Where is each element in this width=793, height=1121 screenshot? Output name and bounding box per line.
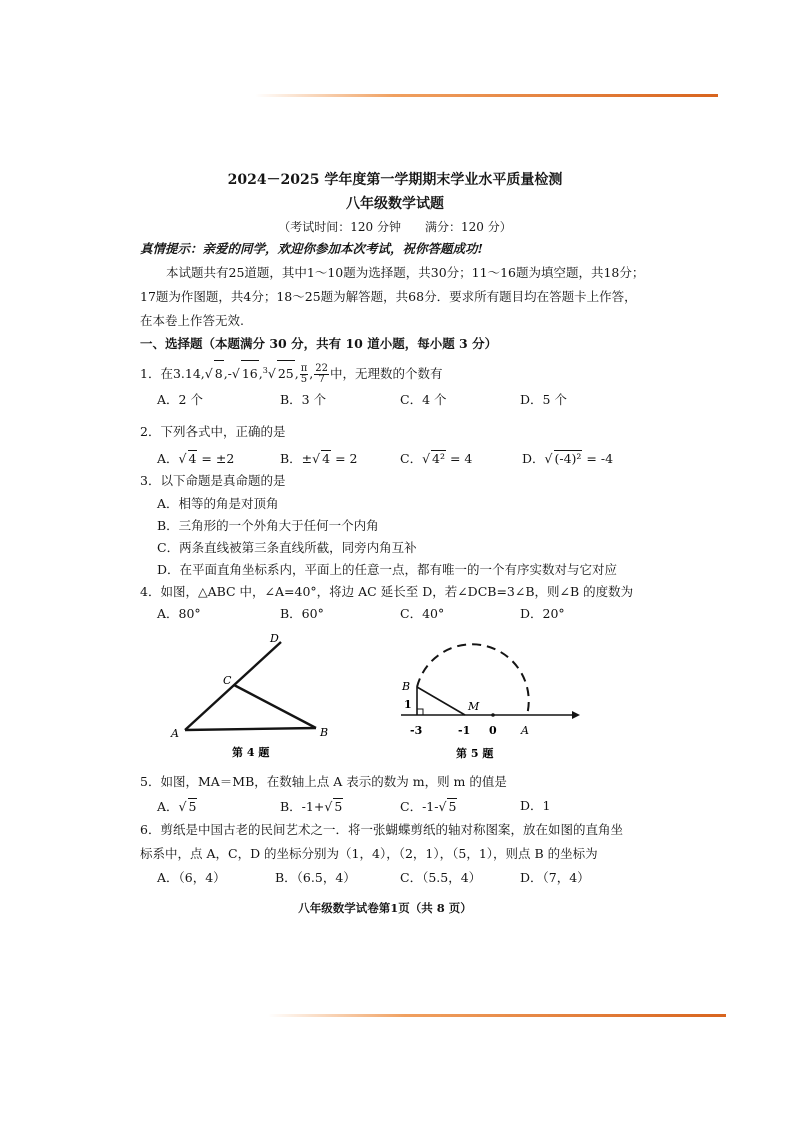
tick-label-neg3: -3 bbox=[410, 724, 423, 737]
option-letter: B．-1+ bbox=[280, 799, 325, 814]
option-letter: A． bbox=[157, 799, 179, 814]
option-letter: D． bbox=[522, 451, 545, 466]
top-decorative-stripe bbox=[255, 94, 718, 97]
question-3-stem: 3．以下命题是真命题的是 bbox=[140, 473, 286, 488]
q5-option-a bbox=[157, 798, 197, 815]
q3-option-a: A．相等的角是对顶角 bbox=[157, 496, 279, 511]
q1-fraction-22-7 bbox=[314, 364, 329, 385]
option-rest: = ±2 bbox=[197, 451, 235, 466]
right-angle-mark bbox=[417, 709, 423, 715]
q4-option-c: C．40° bbox=[400, 606, 445, 621]
q1-radicand-3: 25 bbox=[277, 360, 295, 387]
q1-root-index: 3 bbox=[262, 366, 268, 375]
option-letter: C．-1- bbox=[400, 799, 439, 814]
q3-option-c: C．两条直线被第三条直线所截，同旁内角互补 bbox=[157, 540, 417, 555]
label-c: C bbox=[223, 674, 232, 687]
q1-sep-1: ,- bbox=[223, 366, 232, 382]
figure-4-caption: 第 4 题 bbox=[232, 746, 270, 759]
height-label: 1 bbox=[404, 698, 412, 711]
q5-option-d: D．1 bbox=[520, 798, 551, 813]
radical-sign: √ bbox=[324, 799, 333, 814]
instructions-line-3: 在本卷上作答无效. bbox=[140, 313, 244, 328]
segment-ab bbox=[185, 728, 316, 730]
question-2-stem: 2．下列各式中，正确的是 bbox=[140, 424, 286, 439]
q1-sep-2: , bbox=[258, 366, 263, 382]
q1-sep-3: , bbox=[294, 366, 299, 382]
option-rest: = -4 bbox=[582, 451, 614, 466]
q1-radicand-2: 16 bbox=[241, 360, 259, 387]
q2-option-b bbox=[280, 450, 357, 467]
radicand: 4² bbox=[432, 451, 446, 466]
radical-sign: √ bbox=[204, 366, 213, 382]
tip-text: 真情提示：亲爱的同学，欢迎你参加本次考试，祝你答题成功! bbox=[140, 241, 483, 256]
radicand: (-4)² bbox=[554, 451, 582, 466]
radicand: 4 bbox=[188, 451, 197, 466]
q6-option-b: B．（6.5，4） bbox=[275, 870, 356, 885]
exam-title: 2024－2025 学年度第一学期期末学业水平质量检测 bbox=[227, 172, 563, 188]
label-b: B bbox=[320, 726, 329, 739]
question-4-stem: 4．如图，△ABC 中，∠A=40°，将边 AC 延长至 D，若∠DCB=3∠B，则∠B 的度数为 bbox=[140, 584, 634, 599]
option-letter: A． bbox=[157, 451, 179, 466]
segment-mb bbox=[417, 687, 465, 715]
section-heading-choice: 一、选择题（本题满分 30 分，共有 10 道小题，每小题 3 分） bbox=[140, 336, 498, 351]
option-letter: C． bbox=[400, 451, 423, 466]
q4-option-a: A．80° bbox=[157, 606, 201, 621]
q1-option-c: C．4 个 bbox=[400, 392, 447, 407]
q6-option-a: A．（6，4） bbox=[157, 870, 226, 885]
q1-radicand-1: 8 bbox=[214, 360, 224, 387]
label-b: B bbox=[402, 680, 411, 693]
question-6-line-1: 6．剪纸是中国古老的民间艺术之一．将一张蝴蝶剪纸的轴对称图案，放在如图的直角坐 bbox=[140, 822, 623, 837]
radical-sign: √ bbox=[178, 799, 187, 814]
tick-label-zero: 0 bbox=[489, 724, 497, 737]
fraction-denominator: 5 bbox=[300, 374, 308, 386]
question-5-stem: 5．如图，MA＝MB，在数轴上点 A 表示的数为 m，则 m 的值是 bbox=[140, 774, 507, 789]
q1-text-post: 中，无理数的个数有 bbox=[330, 366, 443, 382]
label-a: A bbox=[521, 724, 529, 737]
question-6-line-2: 标系中，点 A，C，D 的坐标分别为（1，4），（2，1），（5，1），则点 B 的坐标为 bbox=[140, 846, 598, 861]
radicand: 5 bbox=[188, 799, 197, 814]
radical-sign: √ bbox=[438, 799, 447, 814]
q6-option-d: D．（7，4） bbox=[520, 870, 590, 885]
question-1-stem bbox=[140, 358, 443, 387]
radical-sign: √ bbox=[231, 366, 240, 382]
option-rest: = 4 bbox=[446, 451, 473, 466]
q4-option-d: D．20° bbox=[520, 606, 565, 621]
q3-option-d: D．在平面直角坐标系内，平面上的任意一点，都有唯一的一个有序实数对与它对应 bbox=[157, 562, 618, 577]
q6-option-c: C．（5.5，4） bbox=[400, 870, 482, 885]
instructions-line-1: 本试题共有25道题，其中1～10题为选择题，共30分；11～16题为填空题，共18分； bbox=[166, 265, 645, 280]
q2-option-d bbox=[522, 450, 613, 467]
q5-option-b bbox=[280, 798, 343, 815]
q4-option-b: B．60° bbox=[280, 606, 324, 621]
q5-option-c bbox=[400, 798, 457, 815]
label-a: A bbox=[171, 727, 179, 740]
radical-sign: √ bbox=[422, 451, 431, 466]
exam-info: （考试时间：120 分钟 满分：120 分） bbox=[278, 220, 512, 234]
figure-4-triangle bbox=[170, 632, 340, 767]
radical-sign: √ bbox=[267, 366, 276, 382]
instructions-line-2: 17题为作图题，共4分；18～25题为解答题，共68分．要求所有题目均在答题卡上作答， bbox=[140, 289, 637, 304]
fraction-numerator: π bbox=[300, 363, 308, 375]
q1-option-b: B．3 个 bbox=[280, 392, 327, 407]
segment-cb bbox=[234, 685, 316, 728]
q1-sep-4: , bbox=[309, 366, 314, 382]
q3-option-b: B．三角形的一个外角大于任何一个内角 bbox=[157, 518, 379, 533]
q1-text-pre: 在3.14, bbox=[160, 366, 205, 382]
label-m: M bbox=[468, 700, 480, 713]
q1-option-d: D．5 个 bbox=[520, 392, 567, 407]
fraction-denominator: 7 bbox=[318, 374, 325, 386]
tick-label-neg1: -1 bbox=[458, 724, 471, 737]
exam-subtitle: 八年级数学试题 bbox=[346, 196, 444, 212]
bottom-decorative-stripe bbox=[268, 1014, 726, 1017]
radical-sign: √ bbox=[312, 451, 321, 466]
figure-5-number-line bbox=[398, 640, 583, 765]
fraction-numerator: 22 bbox=[315, 363, 328, 375]
label-d: D bbox=[270, 632, 279, 645]
question-number: 1． bbox=[140, 366, 161, 382]
axis-arrow bbox=[572, 711, 580, 719]
radical-sign: √ bbox=[544, 451, 553, 466]
radicand: 5 bbox=[448, 799, 457, 814]
q1-option-a: A．2 个 bbox=[157, 392, 203, 407]
q1-fraction-pi bbox=[300, 364, 309, 385]
segment-ad bbox=[185, 642, 281, 730]
q2-option-c bbox=[400, 450, 472, 467]
option-rest: = 2 bbox=[331, 451, 358, 466]
page-footer: 八年级数学试卷第1页（共 8 页） bbox=[298, 901, 472, 915]
radical-sign: √ bbox=[178, 451, 187, 466]
option-letter: B．± bbox=[280, 451, 313, 466]
figure-5-caption: 第 5 题 bbox=[456, 747, 494, 760]
radicand: 5 bbox=[334, 799, 343, 814]
q2-option-a bbox=[157, 450, 234, 467]
radicand: 4 bbox=[322, 451, 331, 466]
origin-point bbox=[491, 713, 495, 717]
